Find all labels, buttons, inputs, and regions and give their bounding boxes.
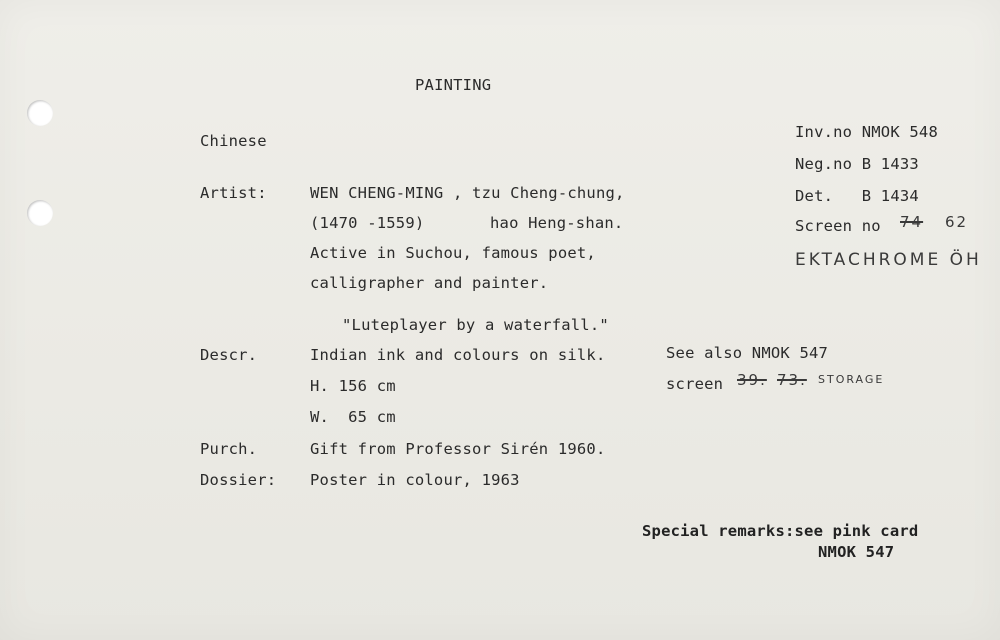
screen-number-label: Screen no — [795, 217, 881, 235]
detail-number: Det. B 1434 — [795, 187, 919, 205]
dossier-label: Dossier: — [200, 471, 277, 489]
see-also-screen-old: 39. — [737, 371, 767, 389]
ektachrome-note: EKTACHROME ÖH — [795, 250, 982, 270]
screen-number-old: 74 — [900, 213, 924, 231]
dimension-height: H. 156 cm — [310, 377, 396, 395]
special-remarks: Special remarks:see pink card — [642, 522, 919, 540]
storage-note: STORAGE — [818, 373, 885, 386]
artist-label: Artist: — [200, 184, 267, 202]
card-title: PAINTING — [415, 76, 492, 94]
see-also: See also NMOK 547 — [666, 344, 829, 362]
description-label: Descr. — [200, 346, 258, 364]
inventory-number: Inv.no NMOK 548 — [795, 123, 938, 141]
artist-bio-line: calligrapher and painter. — [310, 274, 549, 292]
artist-dates: (1470 -1559) — [310, 214, 425, 232]
special-remarks-ref: NMOK 547 — [818, 543, 895, 561]
dimension-width: W. 65 cm — [310, 408, 396, 426]
category: Chinese — [200, 132, 267, 150]
artist-name: WEN CHENG-MING , tzu Cheng-chung, — [310, 184, 625, 202]
punch-hole — [27, 100, 53, 126]
artist-hao: hao Heng-shan. — [490, 214, 624, 232]
punch-hole — [27, 200, 53, 226]
purchase-text: Gift from Professor Sirén 1960. — [310, 440, 606, 458]
screen-number-new: 62 — [945, 213, 969, 231]
artist-bio-line: Active in Suchou, famous poet, — [310, 244, 596, 262]
description-medium: Indian ink and colours on silk. — [310, 346, 606, 364]
negative-number: Neg.no B 1433 — [795, 155, 919, 173]
dossier-text: Poster in colour, 1963 — [310, 471, 520, 489]
purchase-label: Purch. — [200, 440, 258, 458]
see-also-screen-label: screen — [666, 375, 724, 393]
work-title: "Luteplayer by a waterfall." — [342, 316, 609, 334]
see-also-screen-old: 73. — [777, 371, 807, 389]
